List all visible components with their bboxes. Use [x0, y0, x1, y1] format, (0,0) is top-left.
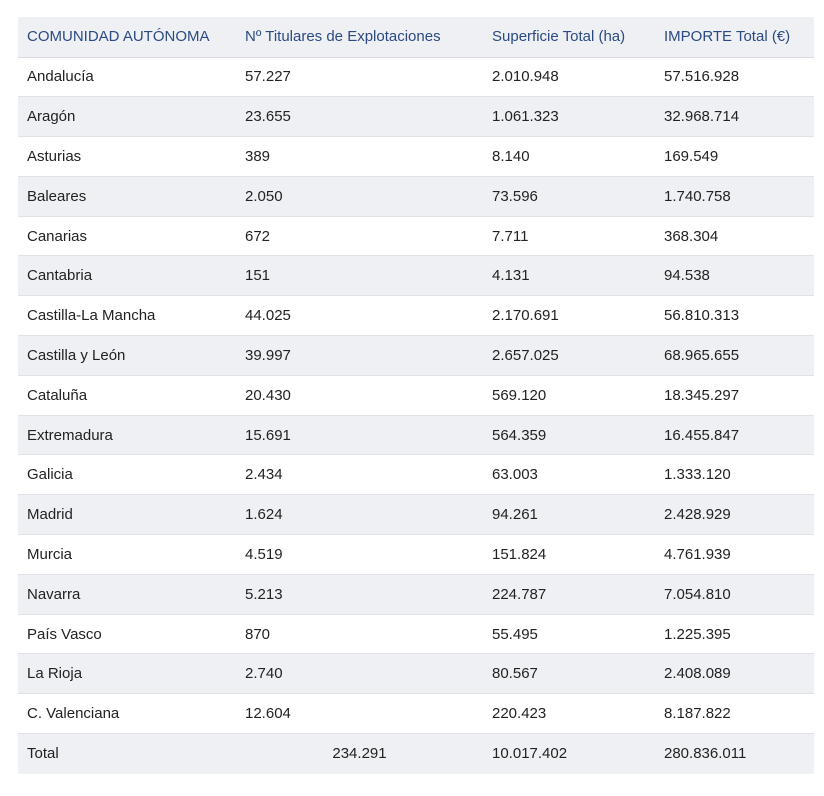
cell-titulares: 870 [245, 625, 271, 643]
cell-superficie: 1.061.323 [492, 108, 559, 126]
table-total-row [18, 734, 814, 774]
table-row [18, 97, 814, 137]
cell-titulares: 44.025 [245, 307, 291, 325]
table-container [18, 17, 814, 774]
header-importe: IMPORTE Total (€) [664, 28, 791, 46]
cell-importe: 1.740.758 [664, 187, 731, 205]
cell-comunidad: La Rioja [27, 665, 83, 683]
total-titulares: 234.291 [332, 745, 387, 763]
cell-titulares: 20.430 [245, 386, 291, 404]
cell-importe: 2.428.929 [664, 506, 731, 524]
cell-superficie: 151.824 [492, 545, 547, 563]
cell-comunidad: Extremadura [27, 426, 113, 444]
cell-superficie: 8.140 [492, 147, 530, 165]
table-row [18, 375, 814, 415]
cell-importe: 7.054.810 [664, 585, 731, 603]
header-titulares: Nº Titulares de Explotaciones [245, 28, 441, 46]
table-row [18, 455, 814, 495]
table-row [18, 336, 814, 376]
cell-comunidad: Aragón [27, 108, 76, 126]
table-row [18, 495, 814, 535]
cell-titulares: 389 [245, 147, 271, 165]
cell-comunidad: Canarias [27, 227, 88, 245]
cell-importe: 18.345.297 [664, 386, 740, 404]
cell-titulares: 2.050 [245, 187, 283, 205]
cell-superficie: 80.567 [492, 665, 538, 683]
table-row [18, 216, 814, 256]
table-row [18, 57, 814, 97]
cell-comunidad: Murcia [27, 545, 73, 563]
table-row [18, 614, 814, 654]
cell-superficie: 569.120 [492, 386, 547, 404]
cell-superficie: 63.003 [492, 466, 538, 484]
cell-importe: 56.810.313 [664, 307, 740, 325]
cell-superficie: 73.596 [492, 187, 538, 205]
cell-comunidad: Baleares [27, 187, 87, 205]
cell-superficie: 2.170.691 [492, 307, 559, 325]
cell-superficie: 7.711 [492, 227, 529, 245]
table-row [18, 574, 814, 614]
cell-importe: 368.304 [664, 227, 719, 245]
cell-comunidad: C. Valenciana [27, 705, 120, 723]
cell-titulares: 2.740 [245, 665, 283, 683]
cell-titulares: 5.213 [245, 585, 283, 603]
cell-titulares: 1.624 [245, 506, 283, 524]
cell-superficie: 2.010.948 [492, 68, 559, 86]
cell-comunidad: Galicia [27, 466, 73, 484]
table-row [18, 296, 814, 336]
header-comunidad: COMUNIDAD AUTÓNOMA [27, 28, 210, 46]
table-row [18, 694, 814, 734]
cell-comunidad: Cataluña [27, 386, 88, 404]
subsidies-table [18, 17, 814, 774]
cell-superficie: 55.495 [492, 625, 538, 643]
cell-comunidad: País Vasco [27, 625, 102, 643]
table-row [18, 137, 814, 177]
table-body [18, 57, 814, 734]
table-header-row [18, 17, 814, 57]
cell-importe: 32.968.714 [664, 108, 740, 126]
total-importe: 280.836.011 [664, 745, 747, 763]
cell-titulares: 12.604 [245, 705, 291, 723]
cell-titulares: 23.655 [245, 108, 291, 126]
cell-importe: 169.549 [664, 147, 719, 165]
cell-titulares: 672 [245, 227, 271, 245]
cell-titulares: 15.691 [245, 426, 291, 444]
cell-titulares: 2.434 [245, 466, 283, 484]
cell-importe: 4.761.939 [664, 545, 731, 563]
table-row [18, 415, 814, 455]
cell-superficie: 220.423 [492, 705, 547, 723]
cell-importe: 16.455.847 [664, 426, 740, 444]
table-row [18, 176, 814, 216]
cell-importe: 1.225.395 [664, 625, 731, 643]
cell-importe: 1.333.120 [664, 466, 731, 484]
cell-importe: 2.408.089 [664, 665, 731, 683]
cell-importe: 8.187.822 [664, 705, 731, 723]
cell-superficie: 564.359 [492, 426, 547, 444]
table-row [18, 654, 814, 694]
table-row [18, 535, 814, 575]
cell-superficie: 94.261 [492, 506, 538, 524]
cell-comunidad: Castilla-La Mancha [27, 307, 156, 325]
cell-superficie: 4.131 [492, 267, 530, 285]
cell-comunidad: Andalucía [27, 68, 94, 86]
cell-titulares: 151 [245, 267, 271, 285]
cell-titulares: 39.997 [245, 346, 291, 364]
cell-titulares: 4.519 [245, 545, 283, 563]
table-row [18, 256, 814, 296]
total-superficie: 10.017.402 [492, 745, 568, 763]
cell-superficie: 224.787 [492, 585, 547, 603]
cell-importe: 68.965.655 [664, 346, 740, 364]
header-superficie: Superficie Total (ha) [492, 28, 626, 46]
cell-comunidad: Madrid [27, 506, 73, 524]
cell-comunidad: Castilla y León [27, 346, 126, 364]
total-label: Total [27, 745, 59, 763]
cell-comunidad: Navarra [27, 585, 81, 603]
cell-superficie: 2.657.025 [492, 346, 559, 364]
cell-comunidad: Asturias [27, 147, 82, 165]
cell-titulares: 57.227 [245, 68, 291, 86]
cell-comunidad: Cantabria [27, 267, 93, 285]
cell-importe: 94.538 [664, 267, 710, 285]
cell-importe: 57.516.928 [664, 68, 740, 86]
